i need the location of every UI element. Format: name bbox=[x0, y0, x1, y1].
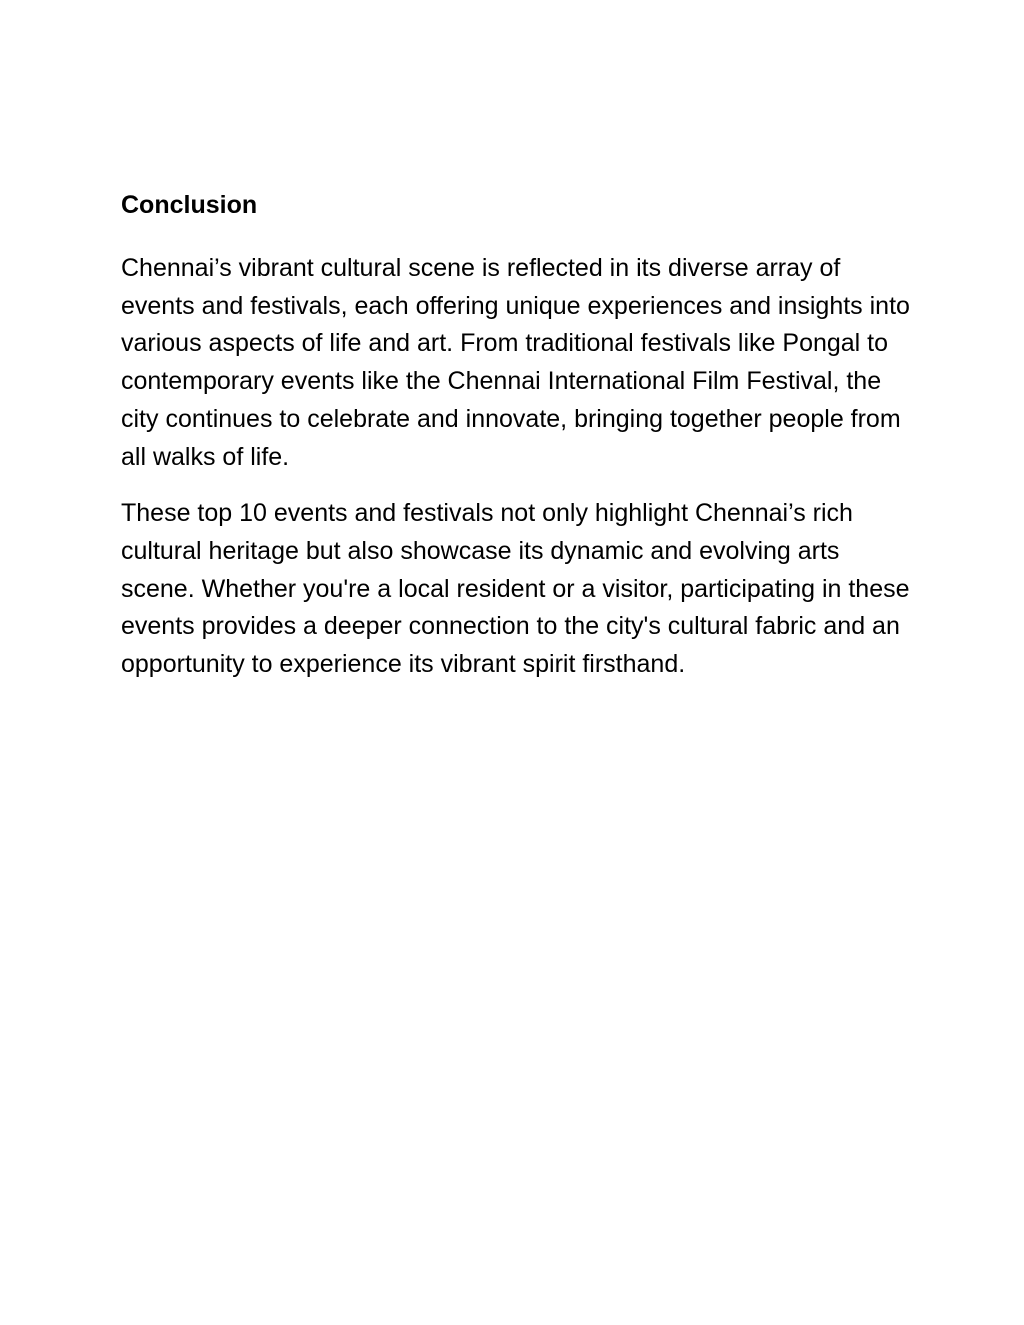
document-body bbox=[121, 186, 911, 703]
paragraph-1: Chennai’s vibrant cultural scene is reflected in its diverse array of events and festivals, each offering unique experiences and insights into various aspects of life and art. From traditional festivals like Pongal to contemporary events like the Chennai International Film Festival, the city continues to celebrate and innovate, bringing together people from all walks of life. bbox=[121, 254, 910, 471]
paragraph-2: These top 10 events and festivals not only highlight Chennai’s rich cultural heritage but also showcase its dynamic and evolving arts scene. Whether you're a local resident or a visitor, participating in these events provides a deeper connection to the city's cultural fabric and an opportunity to experience its vibrant spirit firsthand. bbox=[121, 499, 910, 679]
section-heading: Conclusion bbox=[121, 191, 258, 219]
